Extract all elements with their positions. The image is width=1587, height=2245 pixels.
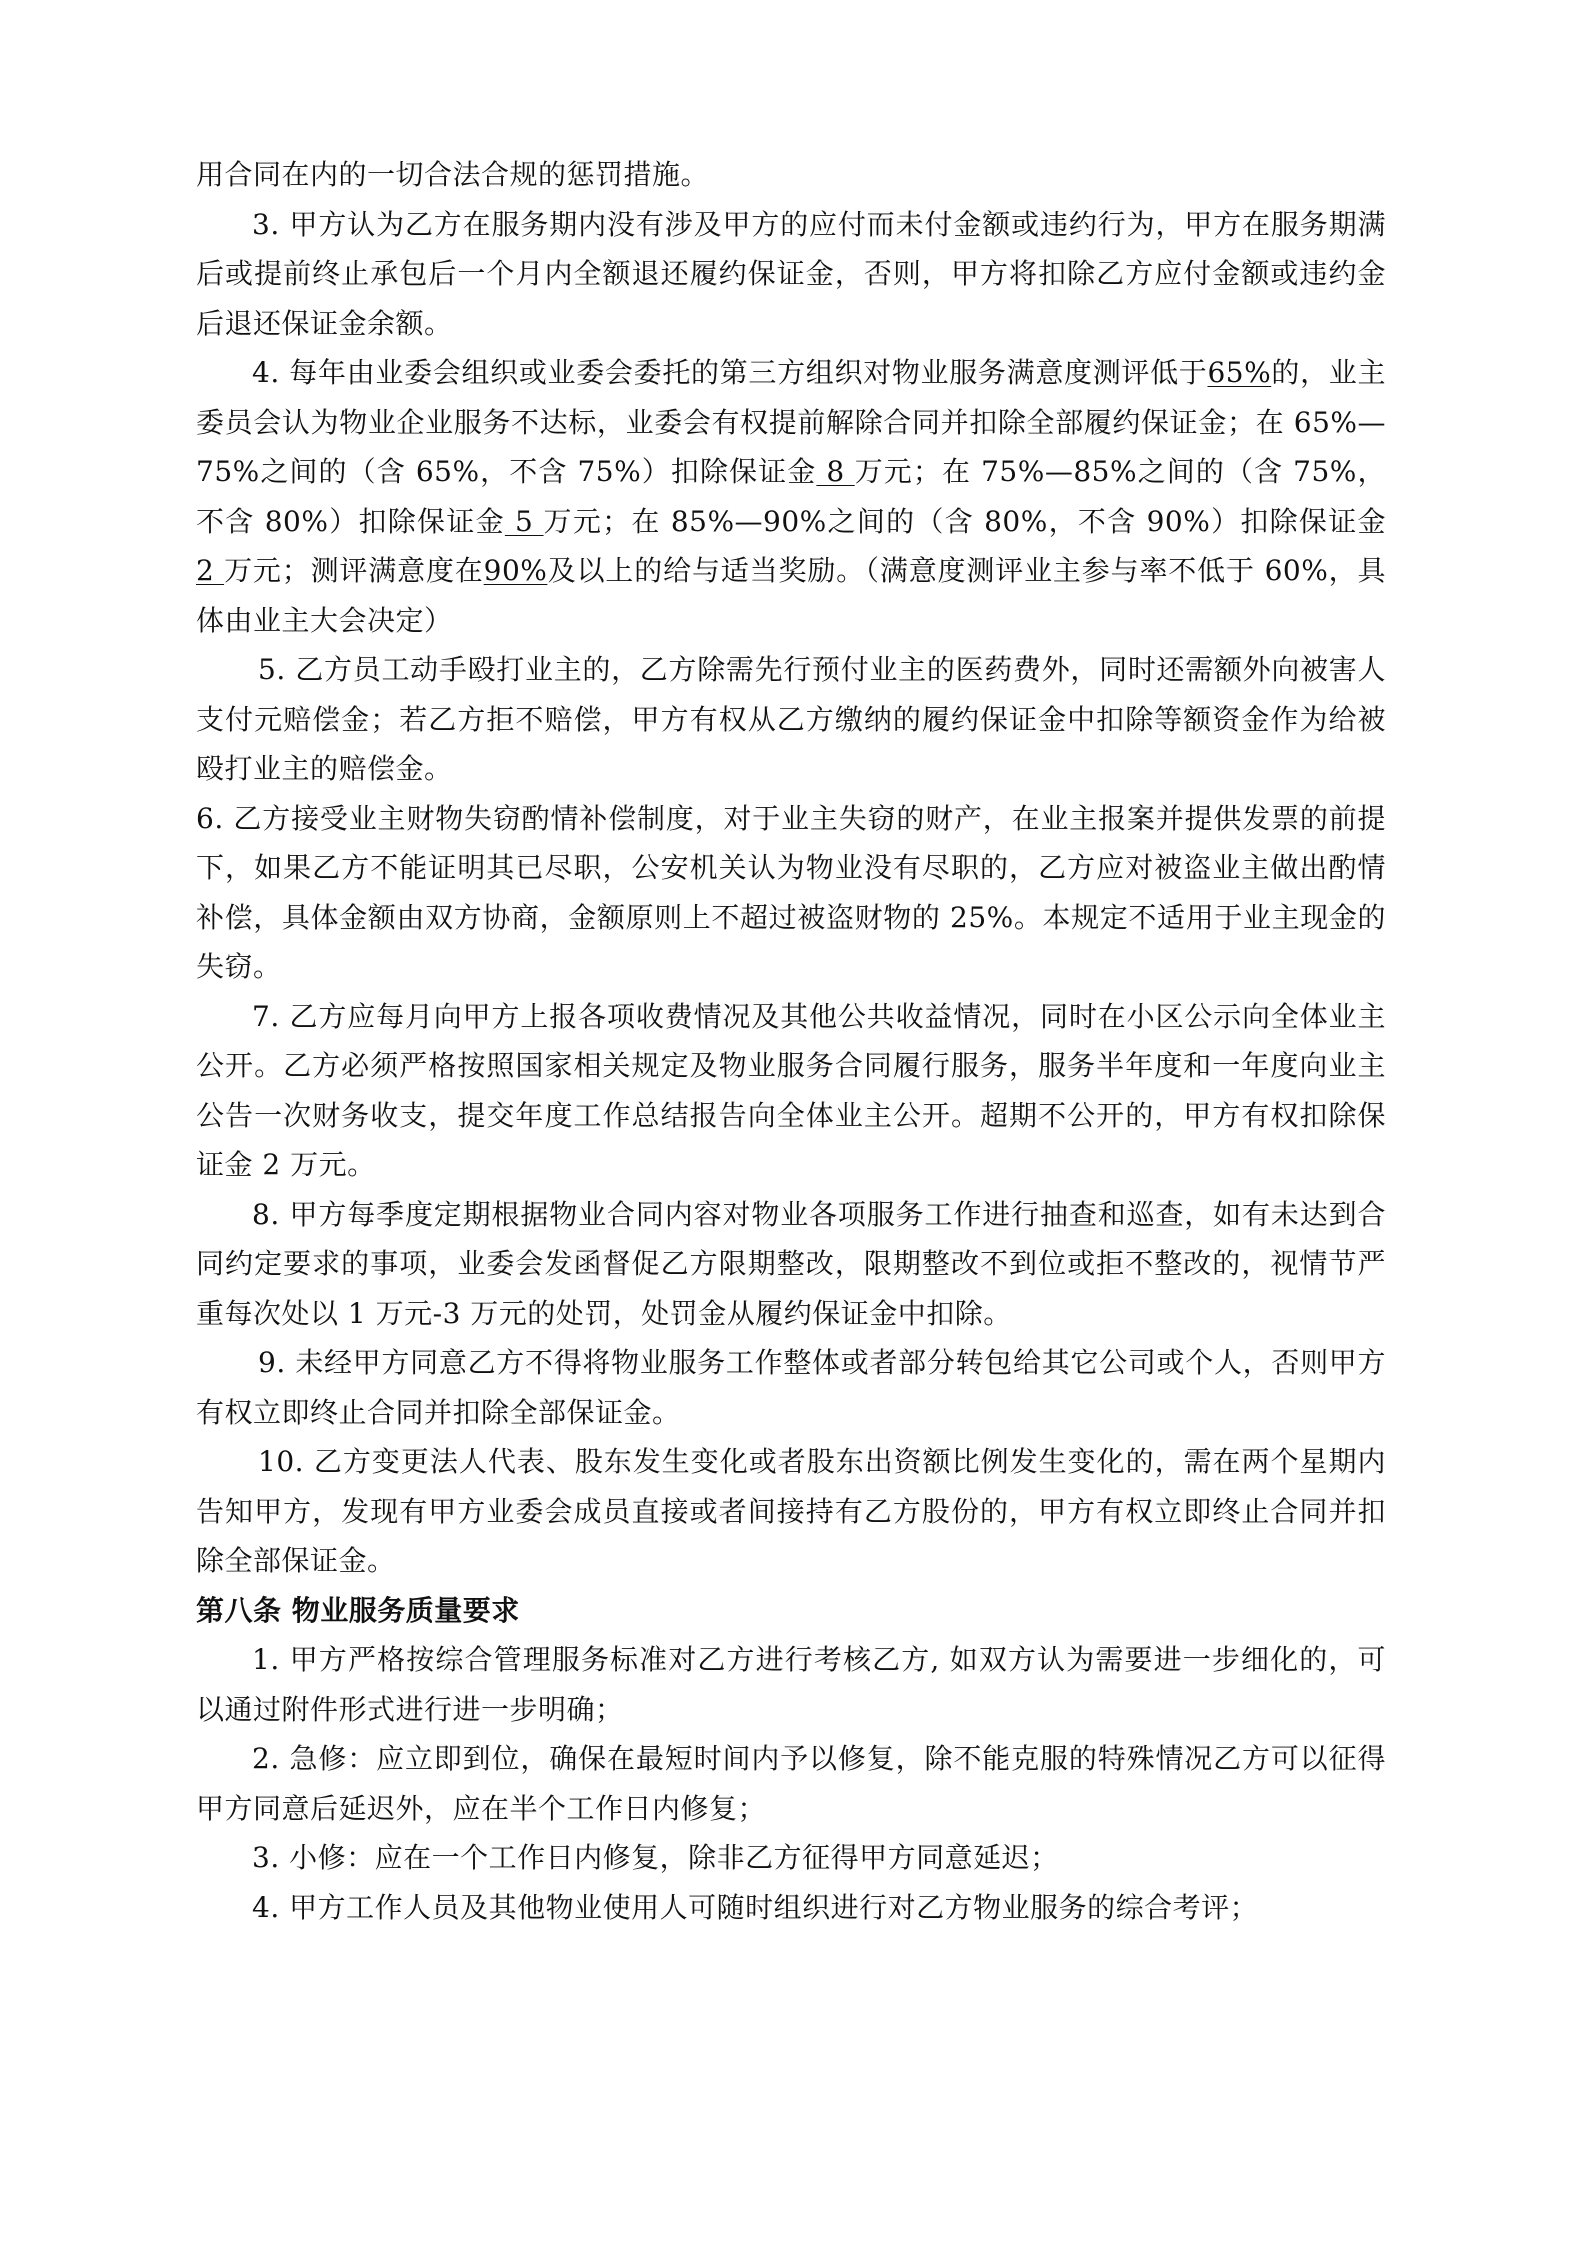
clause-6-theft-compensation: 6. 乙方接受业主财物失窃酌情补偿制度，对于业主失窃的财产，在业主报案并提供发票的前提下，如果乙方不能证明其已尽职，公安机关认为物业没有尽职的，乙方应对被盗业主做出酌情补偿，具体金额由双方协商，金额原则上不超过被盗财物的 25%。本规定不适用于业主现金的失窃。 [196,801,1386,983]
clause-4-text-d: 万元；在 85%—90%之间的（含 80%，不含 90%）扣除保证金 [543,504,1386,538]
clause-4-text-f: 及以上的给与适当奖励。（满意度测评业主参与率不低于 60%，具体由业主大会决定） [196,554,1386,637]
clause-3-deposit-refund: 3. 甲方认为乙方在服务期内没有涉及甲方的应付而未付金额或违约行为，甲方在服务期满后或提前终止承包后一个月内全额退还履约保证金，否则，甲方将扣除乙方应付金额或违约金后退还保证金余额。 [196,207,1386,340]
clause-4-threshold-90: 90% [483,554,548,587]
clause-4-satisfaction-survey [196,348,1386,645]
clause-7-financial-disclosure: 7. 乙方应每月向甲方上报各项收费情况及其他公共收益情况，同时在小区公示向全体业主公开。乙方必须严格按照国家相关规定及物业服务合同履行服务，服务半年度和一年度向业主公告一次财务收支，提交年度工作总结报告向全体业主公开。超期不公开的，甲方有权扣除保证金 2 万元。 [196,999,1386,1181]
clause-10-ownership-change: 10. 乙方变更法人代表、股东发生变化或者股东出资额比例发生变化的，需在两个星期内告知甲方，发现有甲方业委会成员直接或者间接持有乙方股份的，甲方有权立即终止合同并扣除全部保证金。 [196,1445,1386,1577]
section-8-item-4: 4. 甲方工作人员及其他物业使用人可随时组织进行对乙方物业服务的综合考评； [252,1890,1259,1924]
clause-4-text-b: 的，业主委员会认为物业企业服务不达标，业委会有权提前解除合同并扣除全部履约保证金；在 65%—75%之间的（含 65%，不含 75%）扣除保证金 [196,356,1386,488]
paragraph-penalty-measures-tail: 用合同在内的一切合法合规的惩罚措施。 [196,158,710,191]
document-page [196,150,1386,1932]
clause-4-deduction-5: 5 [504,504,544,538]
clause-4-threshold-65: 65% [1207,356,1272,389]
section-8-heading: 第八条 物业服务质量要求 [196,1593,520,1627]
clause-4-text-e: 万元；测评满意度在 [224,554,484,587]
section-8-item-1: 1. 甲方严格按综合管理服务标准对乙方进行考核乙方, 如双方认为需要进一步细化的，可以通过附件形式进行进一步明确； [196,1643,1386,1726]
clause-4-text-c: 万元；在 75%—85%之间的（含 75%，不含 80%）扣除保证金 [196,455,1386,538]
clause-8-quarterly-inspection: 8. 甲方每季度定期根据物业合同内容对物业各项服务工作进行抽查和巡查，如有未达到合同约定要求的事项，业委会发函督促乙方限期整改，限期整改不到位或拒不整改的，视情节严重每次处以 1 万元-3 万元的处罚，处罚金从履约保证金中扣除。 [196,1197,1386,1330]
section-8-item-3: 3. 小修：应在一个工作日内修复，除非乙方征得甲方同意延迟； [252,1841,1059,1874]
clause-4-text-a: 4. 每年由业委会组织或业委会委托的第三方组织对物业服务满意度测评低于 [252,356,1208,389]
clause-4-deduction-8: 8 [816,455,855,488]
clause-5-assault-compensation: 5. 乙方员工动手殴打业主的，乙方除需先行预付业主的医药费外，同时还需额外向被害人支付元赔偿金；若乙方拒不赔偿，甲方有权从乙方缴纳的履约保证金中扣除等额资金作为给被殴打业主的赔偿金。 [196,653,1386,785]
section-8-item-2: 2. 急修：应立即到位，确保在最短时间内予以修复，除不能克服的特殊情况乙方可以征得甲方同意后延迟外，应在半个工作日内修复； [196,1742,1386,1825]
clause-4-deduction-2: 2 [196,554,225,587]
clause-9-subcontract-ban: 9. 未经甲方同意乙方不得将物业服务工作整体或者部分转包给其它公司或个人，否则甲方有权立即终止合同并扣除全部保证金。 [196,1346,1386,1429]
